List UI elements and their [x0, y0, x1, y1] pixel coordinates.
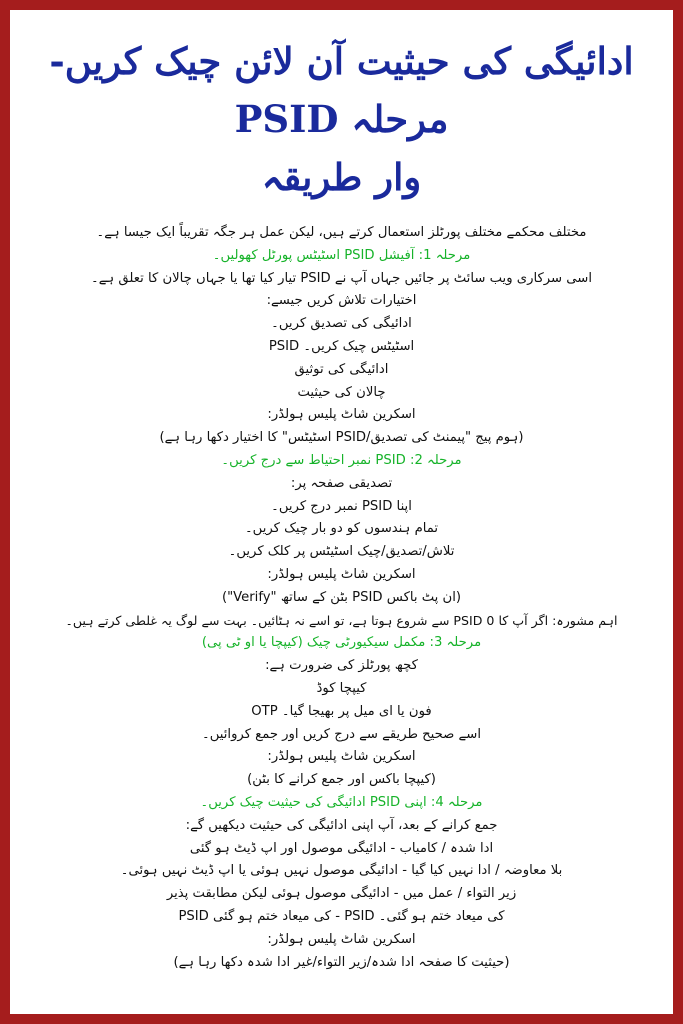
- body-line: کچھ پورٹلز کی ضرورت ہے:: [265, 658, 418, 674]
- body-line: PSID کی میعاد ختم ہو گئی - PSID کی میعاد ختم ہو گئی۔: [178, 908, 505, 924]
- body-line: تمام ہندسوں کو دو بار چیک کریں۔: [244, 521, 439, 537]
- article-title-line-2: وار طریقہ: [261, 155, 422, 199]
- body-line: اسے صحیح طریقے سے درج کریں اور جمع کروائیں۔: [201, 726, 481, 742]
- body-line: زیر التواء / عمل میں - ادائیگی موصول ہوئی لیکن مطابقت پذیر: [166, 886, 517, 902]
- body-line: بلا معاوضہ / ادا نہیں کیا گیا - ادائیگی موصول نہیں ہوئی یا اپ ڈیٹ نہیں ہوئی۔: [120, 863, 563, 879]
- body-line: ادائیگی کی توثیق: [294, 361, 389, 377]
- body-line: اسکرین شاٹ پلیس ہولڈر:: [267, 566, 416, 582]
- body-line: OTP فون یا ای میل پر بھیجا گیا۔: [251, 703, 432, 719]
- body-line: اسکرین شاٹ پلیس ہولڈر:: [267, 407, 416, 423]
- body-line: (ہوم پیج "پیمنٹ کی تصدیق/PSID اسٹیٹس" کا اختیار دکھا رہا ہے): [159, 430, 524, 446]
- article-body: [24, 222, 659, 974]
- body-line: جمع کرانے کے بعد، آپ اپنی ادائیگی کی حیثیت دیکھیں گے:: [185, 817, 498, 833]
- body-line: اسی سرکاری ویب سائٹ پر جائیں جہاں آپ نے PSID تیار کیا تھا یا جہاں چالان کا تعلق ہے۔: [91, 270, 592, 286]
- body-line: PSID اسٹیٹس چیک کریں۔: [268, 338, 415, 354]
- body-line: ادائیگی کی تصدیق کریں۔: [271, 316, 412, 332]
- article-title: [24, 32, 659, 206]
- step-heading: مرحلہ 3: مکمل سیکیورٹی چیک (کیپچا یا او ٹی پی): [201, 635, 482, 651]
- body-line: اختیارات تلاش کریں جیسے:: [266, 293, 417, 309]
- body-line: (کیپچا باکس اور جمع کرانے کا بٹن): [247, 772, 436, 788]
- body-line: کیپچا کوڈ: [316, 680, 367, 696]
- body-line: (حیثیت کا صفحہ ادا شدہ/زیر التواء/غیر ادا شدہ دکھا رہا ہے): [173, 954, 510, 970]
- step-heading: مرحلہ 4: اپنی PSID ادائیگی کی حیثیت چیک کریں۔: [200, 794, 483, 810]
- body-line: مختلف محکمے مختلف پورٹلز استعمال کرتے ہیں، لیکن عمل ہر جگہ تقریباً ایک جیسا ہے۔: [96, 225, 587, 240]
- body-line: اسکرین شاٹ پلیس ہولڈر:: [267, 749, 416, 765]
- body-line: ادا شدہ / کامیاب - ادائیگی موصول اور اپ ڈیٹ ہو گئی: [189, 840, 494, 856]
- body-line: تلاش/تصدیق/چیک اسٹیٹس پر کلک کریں۔: [228, 544, 455, 560]
- step-heading: مرحلہ 2: PSID نمبر احتیاط سے درج کریں۔: [221, 452, 462, 468]
- body-line: اپنا PSID نمبر درج کریں۔: [271, 498, 412, 514]
- body-line: ("Verify" بٹن کے ساتھ PSID ان پٹ باکس): [221, 589, 462, 605]
- article-page: [10, 10, 673, 1014]
- body-line: تصدیقی صفحہ پر:: [290, 475, 393, 491]
- step-heading: مرحلہ 1: آفیشل PSID اسٹیٹس پورٹل کھولیں۔: [212, 247, 471, 263]
- body-line: چالان کی حیثیت: [297, 384, 386, 400]
- body-line: اسکرین شاٹ پلیس ہولڈر:: [267, 931, 416, 947]
- article-title-line-1: ادائیگی کی حیثیت آن لائن چیک کریں- مرحلہ PSID: [49, 39, 634, 141]
- body-line: اہم مشورہ: اگر آپ کا PSID 0 سے شروع ہوتا ہے، تو اسے نہ ہٹائیں۔ بہت سے لوگ یہ غلطی کرتے ہیں۔: [65, 612, 618, 628]
